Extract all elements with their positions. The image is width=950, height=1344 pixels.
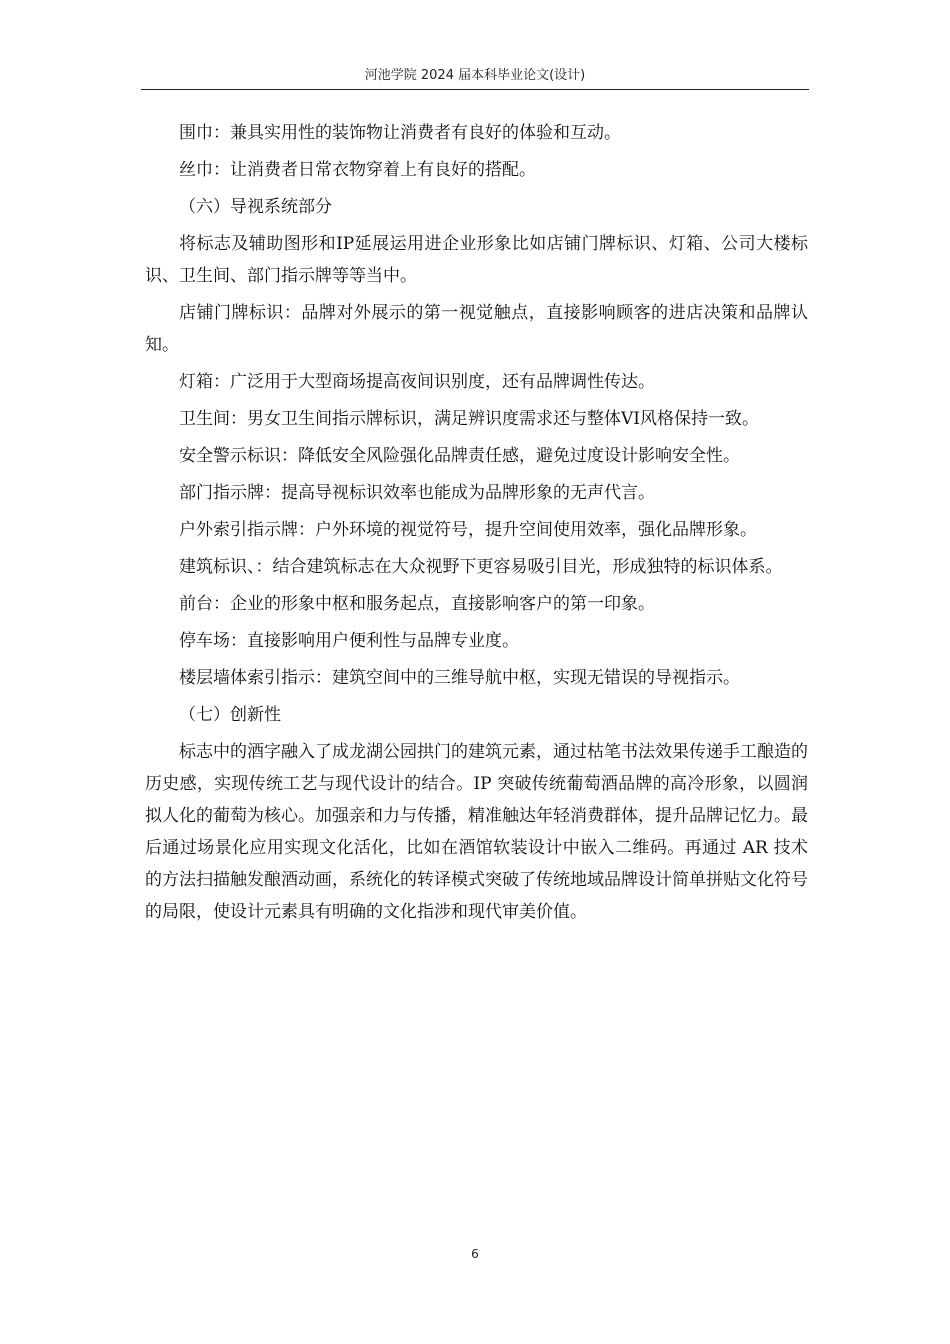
paragraph-department-sign: 部门指示牌：提高导视标识效率也能成为品牌形象的无声代言。 [179,483,655,503]
page-number: 6 [471,1247,479,1261]
paragraph-storefront-sign: 店铺门牌标识：品牌对外展示的第一视觉触点，直接影响顾客的进店决策和品牌认知。 [145,303,808,355]
page-header: 河池学院 2024 届本科毕业论文(设计) [364,68,586,83]
paragraph-outdoor-sign: 户外索引指示牌：户外环境的视觉符号，提升空间使用效率，强化品牌形象。 [179,520,757,540]
paragraph-scarf: 围巾：兼具实用性的装饰物让消费者有良好的体验和互动。 [179,123,621,143]
header-divider [141,89,809,90]
section-heading-innovation: （七）创新性 [179,705,281,725]
section-heading-signage: （六）导视系统部分 [179,197,332,217]
paragraph-silk-scarf: 丝巾：让消费者日常衣物穿着上有良好的搭配。 [179,160,536,180]
paragraph-front-desk: 前台：企业的形象中枢和服务起点，直接影响客户的第一印象。 [179,594,655,614]
paragraph-innovation: 标志中的酒字融入了成龙湖公园拱门的建筑元素，通过枯笔书法效果传递手工酿造的历史感，实现传统工艺与现代设计的结合。IP 突破传统葡萄酒品牌的高冷形象，以圆润拟人化的葡萄为核心。加强亲和力与传播，精准触达年轻消费群体，提升品牌记忆力。最后通过场景化应用实现文化活化，比如在酒馆软装设计中嵌入二维码。再通过 AR 技术的方法扫描触发酿酒动画，系统化的转译模式突破了传统地域品牌设计简单拼贴文化符号的局限，使设计元素具有明确的文化指涉和现代审美价值。 [145,742,808,922]
paragraph-parking: 停车场：直接影响用户便利性与品牌专业度。 [179,631,519,651]
document-body [145,117,808,933]
paragraph-floor-index: 楼层墙体索引指示：建筑空间中的三维导航中枢，实现无错误的导视指示。 [179,668,740,688]
paragraph-safety-sign: 安全警示标识：降低安全风险强化品牌责任感，避免过度设计影响安全性。 [179,446,740,466]
paragraph-building-sign: 建筑标识、：结合建筑标志在大众视野下更容易吸引目光，形成独特的标识体系。 [179,557,783,577]
paragraph-lightbox: 灯箱：广泛用于大型商场提高夜间识别度，还有品牌调性传达。 [179,372,655,392]
paragraph-restroom: 卫生间：男女卫生间指示牌标识，满足辨识度需求还与整体VI风格保持一致。 [179,409,759,429]
paragraph-signage-intro: 将标志及辅助图形和IP延展运用进企业形象比如店铺门牌标识、灯箱、公司大楼标识、卫生间、部门指示牌等等当中。 [145,234,808,286]
